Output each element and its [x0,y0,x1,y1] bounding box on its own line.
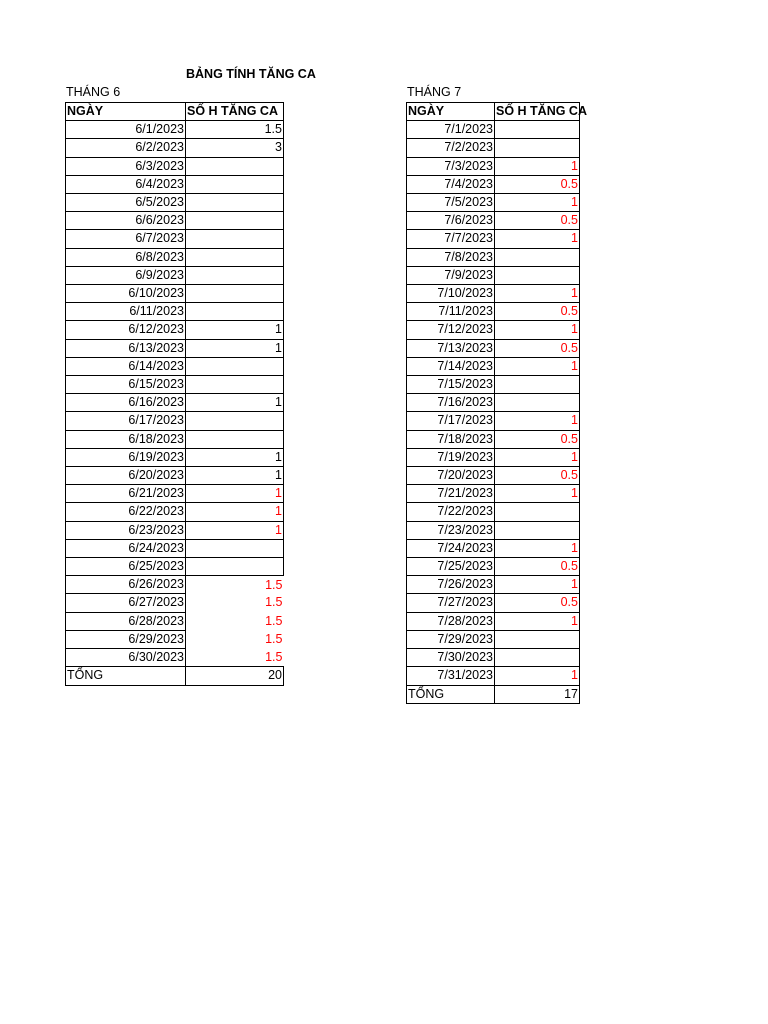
table-row [66,266,284,284]
table-row [407,448,580,466]
date-cell: 6/30/2023 [66,649,186,667]
date-cell: 7/30/2023 [407,649,495,667]
july-header-hours: SỐ H TĂNG CA [495,103,580,121]
date-cell: 7/15/2023 [407,376,495,394]
table-row [66,558,284,576]
date-cell: 7/2/2023 [407,139,495,157]
table-row [407,558,580,576]
date-cell: 7/1/2023 [407,121,495,139]
table-row [407,357,580,375]
date-cell: 6/24/2023 [66,539,186,557]
july-header-row [407,103,580,121]
table-row [407,339,580,357]
date-cell: 6/13/2023 [66,339,186,357]
table-row [66,357,284,375]
overtime-hours-cell: 1.5 [265,649,283,664]
overtime-hours-cell [186,539,284,557]
overtime-hours-cell: 1 [495,194,580,212]
date-cell: 6/5/2023 [66,194,186,212]
total-row [66,667,284,685]
date-cell: 7/17/2023 [407,412,495,430]
table-row [407,394,580,412]
date-cell: 7/6/2023 [407,212,495,230]
date-cell: 6/3/2023 [66,157,186,175]
overtime-hours-cell: 1.5 [265,577,283,592]
table-row [407,485,580,503]
table-row [407,521,580,539]
date-cell: 6/27/2023 [66,594,186,612]
overtime-hours-cell: 0.5 [495,558,580,576]
july-header-date: NGÀY [407,103,495,121]
overtime-hours-cell: 0.5 [495,594,580,612]
overtime-hours-cell [186,175,284,193]
table-row [407,612,580,630]
table-row [407,139,580,157]
overtime-hours-cell [186,285,284,303]
date-cell: 6/12/2023 [66,321,186,339]
overtime-hours-cell [186,558,284,576]
overtime-hours-cell: 1.5 [265,595,283,610]
total-label: TỔNG [407,685,495,703]
date-cell: 7/26/2023 [407,576,495,594]
overtime-hours-cell: 1 [495,448,580,466]
table-row [407,467,580,485]
table-row [66,212,284,230]
table-row [66,339,284,357]
july-overtime-table [406,102,587,704]
table-row [66,157,284,175]
table-row [407,667,580,685]
date-cell: 7/29/2023 [407,630,495,648]
overtime-hours-cell [186,303,284,321]
table-row [66,230,284,248]
total-value: 17 [495,685,580,703]
date-cell: 6/18/2023 [66,430,186,448]
overtime-hours-cell [186,376,284,394]
table-row [407,121,580,139]
date-cell: 6/25/2023 [66,558,186,576]
table-row [407,503,580,521]
date-cell: 6/17/2023 [66,412,186,430]
overtime-hours-cell: 1 [186,521,284,539]
date-cell: 7/3/2023 [407,157,495,175]
table-row [407,303,580,321]
table-row [66,121,284,139]
date-cell: 7/27/2023 [407,594,495,612]
date-cell: 7/16/2023 [407,394,495,412]
date-cell: 7/8/2023 [407,248,495,266]
table-row [407,230,580,248]
overtime-hours-cell: 1 [186,339,284,357]
overtime-hours-cell: 1 [186,467,284,485]
overtime-hours-cell: 1 [495,357,580,375]
date-cell: 7/4/2023 [407,175,495,193]
overtime-hours-cell: 1 [495,412,580,430]
june-overtime-table [65,102,284,686]
overtime-hours-cell: 1 [186,321,284,339]
overtime-hours-cell [186,412,284,430]
overtime-hours-cell: 1 [495,576,580,594]
date-cell: 7/23/2023 [407,521,495,539]
overtime-hours-cell [495,649,580,667]
table-row [66,630,284,648]
date-cell: 7/14/2023 [407,357,495,375]
date-cell: 6/26/2023 [66,576,186,594]
overtime-hours-cell [495,248,580,266]
table-row [66,521,284,539]
total-value: 20 [186,667,284,685]
table-row [407,649,580,667]
july-month-label: THÁNG 7 [407,85,462,99]
date-cell: 6/6/2023 [66,212,186,230]
june-header-date: NGÀY [66,103,186,121]
date-cell: 6/19/2023 [66,448,186,466]
date-cell: 7/12/2023 [407,321,495,339]
overtime-hours-cell [186,357,284,375]
overtime-hours-cell: 1.5 [265,613,283,628]
date-cell: 7/25/2023 [407,558,495,576]
date-cell: 6/10/2023 [66,285,186,303]
table-row [66,194,284,212]
total-label: TỔNG [66,667,186,685]
table-row [66,594,284,612]
overtime-hours-cell: 1 [186,448,284,466]
overtime-hours-cell: 0.5 [495,339,580,357]
overtime-hours-cell: 0.5 [495,175,580,193]
table-row [407,594,580,612]
table-row [66,412,284,430]
table-row [66,285,284,303]
overtime-hours-cell [186,194,284,212]
date-cell: 6/28/2023 [66,612,186,630]
table-row [66,139,284,157]
overtime-hours-cell: 1 [495,321,580,339]
overtime-hours-cell [186,212,284,230]
table-row [66,612,284,630]
overtime-hours-cell: 0.5 [495,212,580,230]
table-row [66,376,284,394]
date-cell: 6/7/2023 [66,230,186,248]
table-row [407,248,580,266]
overtime-hours-cell [495,266,580,284]
date-cell: 7/18/2023 [407,430,495,448]
table-row [407,285,580,303]
date-cell: 6/20/2023 [66,467,186,485]
overtime-hours-cell [495,630,580,648]
date-cell: 7/28/2023 [407,612,495,630]
june-month-label: THÁNG 6 [66,85,121,99]
date-cell: 6/15/2023 [66,376,186,394]
date-cell: 6/16/2023 [66,394,186,412]
date-cell: 6/29/2023 [66,630,186,648]
overtime-hours-cell: 1 [495,230,580,248]
table-row [407,430,580,448]
overtime-hours-cell [186,157,284,175]
date-cell: 6/8/2023 [66,248,186,266]
date-cell: 6/2/2023 [66,139,186,157]
table-row [407,376,580,394]
table-row [66,175,284,193]
overtime-hours-cell: 1 [495,157,580,175]
date-cell: 6/21/2023 [66,485,186,503]
date-cell: 6/4/2023 [66,175,186,193]
overtime-hours-cell: 1.5 [265,631,283,646]
table-row [66,248,284,266]
date-cell: 7/13/2023 [407,339,495,357]
overtime-hours-cell: 1 [186,394,284,412]
date-cell: 7/7/2023 [407,230,495,248]
sheet-title: BẢNG TÍNH TĂNG CA [186,67,316,81]
table-row [66,649,284,667]
table-row [407,412,580,430]
table-row [66,485,284,503]
date-cell: 7/22/2023 [407,503,495,521]
overtime-hours-cell [186,230,284,248]
overtime-hours-cell [495,503,580,521]
june-header-hours: SỐ H TĂNG CA [186,103,284,121]
overtime-hours-cell: 1 [495,539,580,557]
overtime-hours-cell [495,394,580,412]
date-cell: 6/23/2023 [66,521,186,539]
date-cell: 7/19/2023 [407,448,495,466]
total-row [407,685,580,703]
date-cell: 7/31/2023 [407,667,495,685]
table-row [66,303,284,321]
date-cell: 7/24/2023 [407,539,495,557]
table-row [407,157,580,175]
overtime-hours-cell [495,521,580,539]
overtime-hours-cell: 0.5 [495,430,580,448]
table-row [407,576,580,594]
overtime-hours-cell: 1 [495,612,580,630]
table-row [66,576,284,594]
overtime-hours-cell [186,248,284,266]
date-cell: 7/5/2023 [407,194,495,212]
table-row [407,539,580,557]
date-cell: 6/14/2023 [66,357,186,375]
overtime-hours-cell: 3 [186,139,284,157]
overtime-hours-cell [495,139,580,157]
table-row [407,630,580,648]
date-cell: 7/20/2023 [407,467,495,485]
overtime-hours-cell: 1 [186,503,284,521]
date-cell: 6/9/2023 [66,266,186,284]
table-row [407,212,580,230]
table-row [66,467,284,485]
overtime-hours-cell [495,376,580,394]
date-cell: 7/10/2023 [407,285,495,303]
table-row [66,503,284,521]
table-row [407,175,580,193]
date-cell: 7/9/2023 [407,266,495,284]
overtime-hours-cell [186,430,284,448]
overtime-hours-cell [495,121,580,139]
table-row [66,448,284,466]
table-row [66,430,284,448]
date-cell: 7/21/2023 [407,485,495,503]
table-row [407,266,580,284]
june-header-row [66,103,284,121]
table-row [66,321,284,339]
overtime-hours-cell: 1 [186,485,284,503]
overtime-hours-cell: 0.5 [495,303,580,321]
table-row [66,394,284,412]
date-cell: 7/11/2023 [407,303,495,321]
overtime-hours-cell: 1 [495,285,580,303]
overtime-hours-cell: 0.5 [495,467,580,485]
table-row [407,321,580,339]
overtime-hours-cell: 1 [495,667,580,685]
date-cell: 6/11/2023 [66,303,186,321]
table-row [66,539,284,557]
overtime-hours-cell: 1.5 [186,121,284,139]
overtime-hours-cell: 1 [495,485,580,503]
table-row [407,194,580,212]
date-cell: 6/1/2023 [66,121,186,139]
date-cell: 6/22/2023 [66,503,186,521]
overtime-hours-cell [186,266,284,284]
